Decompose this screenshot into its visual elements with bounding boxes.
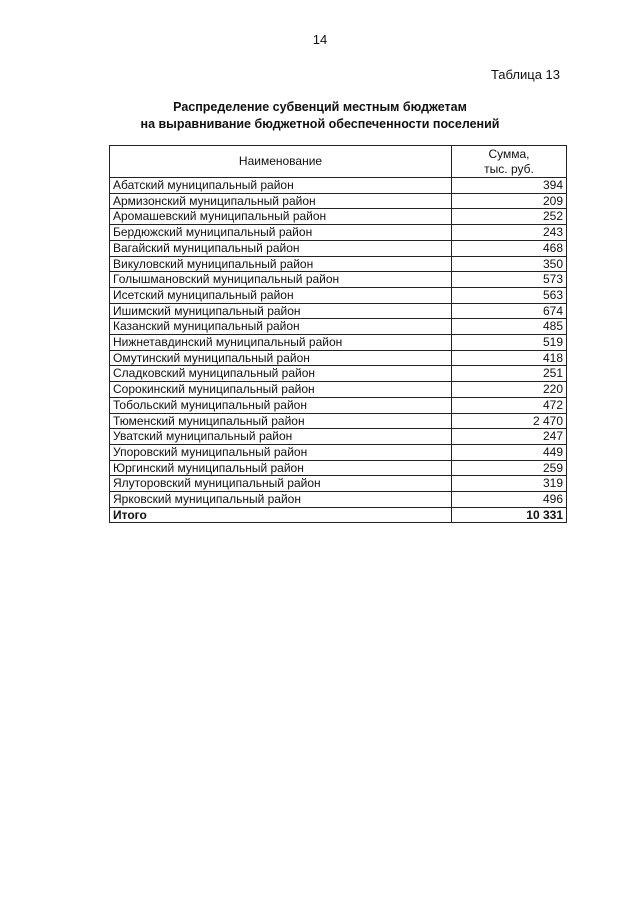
row-name: Викуловский муниципальный район — [110, 256, 452, 272]
table-row — [110, 397, 567, 413]
table-row — [110, 382, 567, 398]
table-row — [110, 193, 567, 209]
table-row — [110, 429, 567, 445]
table-row — [110, 335, 567, 351]
row-sum: 563 — [452, 287, 567, 303]
total-row — [110, 507, 567, 523]
row-name: Бердюжский муниципальный район — [110, 225, 452, 241]
row-sum: 319 — [452, 476, 567, 492]
row-name: Уватский муниципальный район — [110, 429, 452, 445]
row-sum: 220 — [452, 382, 567, 398]
table-row — [110, 272, 567, 288]
row-name: Тюменский муниципальный район — [110, 413, 452, 429]
table-row — [110, 225, 567, 241]
table-row — [110, 413, 567, 429]
row-sum: 468 — [452, 240, 567, 256]
row-name: Тобольский муниципальный район — [110, 397, 452, 413]
row-name: Исетский муниципальный район — [110, 287, 452, 303]
table-row — [110, 444, 567, 460]
table-row — [110, 460, 567, 476]
row-name: Сорокинский муниципальный район — [110, 382, 452, 398]
row-sum: 251 — [452, 366, 567, 382]
table-row — [110, 476, 567, 492]
subventions-table — [109, 145, 567, 523]
row-sum: 247 — [452, 429, 567, 445]
row-sum: 259 — [452, 460, 567, 476]
table-row — [110, 240, 567, 256]
header-name: Наименование — [110, 146, 452, 178]
row-name: Омутинский муниципальный район — [110, 350, 452, 366]
total-label: Итого — [110, 507, 452, 523]
table-row — [110, 209, 567, 225]
row-name: Казанский муниципальный район — [110, 319, 452, 335]
table-row — [110, 319, 567, 335]
row-name: Ишимский муниципальный район — [110, 303, 452, 319]
row-sum: 209 — [452, 193, 567, 209]
row-sum: 418 — [452, 350, 567, 366]
table-title-line-2: на выравнивание бюджетной обеспеченности поселений — [140, 117, 500, 131]
row-name: Ярковский муниципальный район — [110, 492, 452, 508]
table-row — [110, 350, 567, 366]
row-sum: 674 — [452, 303, 567, 319]
row-name: Вагайский муниципальный район — [110, 240, 452, 256]
row-name: Ялуторовский муниципальный район — [110, 476, 452, 492]
row-name: Армизонский муниципальный район — [110, 193, 452, 209]
row-sum: 252 — [452, 209, 567, 225]
row-sum: 243 — [452, 225, 567, 241]
row-name: Аромашевский муниципальный район — [110, 209, 452, 225]
row-name: Нижнетавдинский муниципальный район — [110, 335, 452, 351]
page-number: 14 — [312, 32, 328, 47]
total-sum: 10 331 — [452, 507, 567, 523]
row-name: Абатский муниципальный район — [110, 178, 452, 194]
row-sum: 449 — [452, 444, 567, 460]
header-sum-line-1: Сумма, — [488, 146, 530, 161]
row-sum: 472 — [452, 397, 567, 413]
table-row — [110, 178, 567, 194]
table-row — [110, 492, 567, 508]
table-label: Таблица 13 — [490, 67, 560, 82]
table-row — [110, 366, 567, 382]
row-sum: 496 — [452, 492, 567, 508]
table-row — [110, 256, 567, 272]
row-sum: 573 — [452, 272, 567, 288]
row-sum: 394 — [452, 178, 567, 194]
table-title — [0, 99, 640, 133]
table-body — [110, 178, 567, 523]
row-sum: 519 — [452, 335, 567, 351]
table-header-row — [110, 146, 567, 178]
row-sum: 350 — [452, 256, 567, 272]
row-sum: 485 — [452, 319, 567, 335]
row-name: Сладковский муниципальный район — [110, 366, 452, 382]
table-title-line-1: Распределение субвенций местным бюджетам — [173, 100, 467, 114]
table-row — [110, 303, 567, 319]
table-row — [110, 287, 567, 303]
header-sum — [452, 146, 567, 178]
header-sum-line-2: тыс. руб. — [484, 161, 534, 176]
row-sum: 2 470 — [452, 413, 567, 429]
row-name: Упоровский муниципальный район — [110, 444, 452, 460]
row-name: Юргинский муниципальный район — [110, 460, 452, 476]
row-name: Голышмановский муниципальный район — [110, 272, 452, 288]
